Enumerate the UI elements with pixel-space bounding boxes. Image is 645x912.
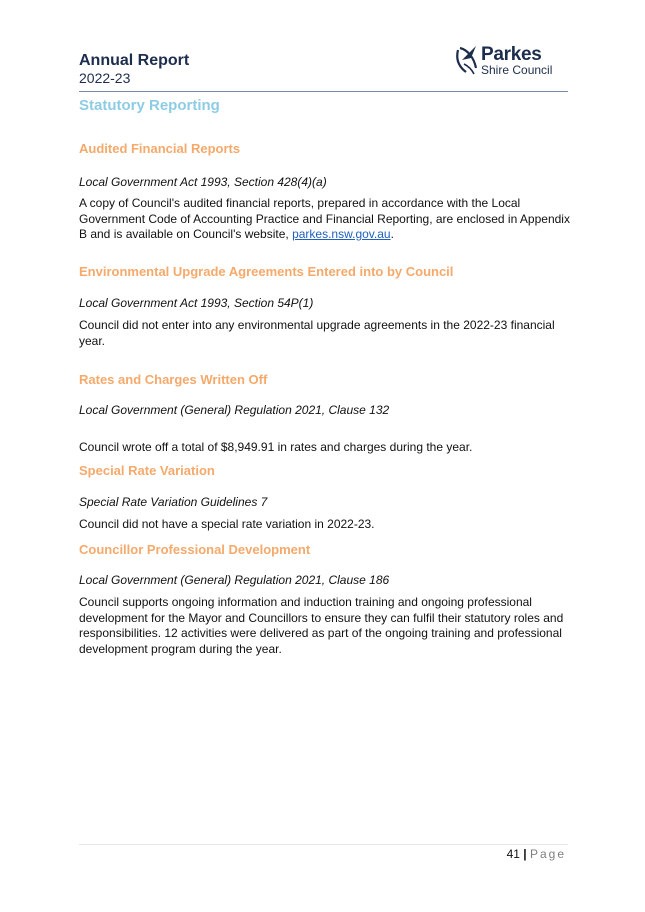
paragraph: Council supports ongoing information and induction training and ongoing professional development for the Mayor and Councillors to ensure they can fulfil their statutory roles and responsibilities. 12 activities were delivered as part of the ongoing training and professional development program during the year.: [79, 595, 564, 656]
citation: Local Government (General) Regulation 2021, Clause 132: [79, 403, 390, 417]
heading-special-rate-variation: Special Rate Variation: [79, 463, 215, 478]
paragraph-text: A copy of Council's audited financial reports, prepared in accordance with the Local Government Code of Accounting Practice and Financial Reporting, are enclosed in Appendix B and is available on Council's website,: [79, 196, 570, 241]
bird-logo-icon: [454, 42, 480, 76]
heading-councillor-professional-development: Councillor Professional Development: [79, 542, 311, 557]
page-header: [79, 40, 568, 92]
section-title: Statutory Reporting: [79, 97, 220, 114]
heading-audited-financial-reports: Audited Financial Reports: [79, 141, 241, 156]
logo-subtitle: Shire Council: [481, 63, 553, 77]
paragraph: [79, 196, 574, 243]
citation: Local Government Act 1993, Section 54P(1): [79, 296, 314, 310]
heading-rates-and-charges-written-off: Rates and Charges Written Off: [79, 372, 268, 387]
council-logo: [454, 40, 568, 80]
paragraph: Council did not enter into any environmental upgrade agreements in the 2022-23 financial year.: [79, 318, 555, 348]
paragraph: Council did not have a special rate variation in 2022-23.: [79, 517, 375, 531]
heading-environmental-upgrade-agreements: Environmental Upgrade Agreements Entered into by Council: [79, 264, 454, 279]
report-year: 2022-23: [79, 70, 131, 86]
council-website-link[interactable]: parkes.nsw.gov.au: [292, 227, 391, 241]
page-footer: [507, 847, 566, 861]
header-divider: [79, 91, 568, 92]
page-label: Page: [529, 847, 566, 861]
footer-separator: |: [523, 847, 527, 861]
citation: Local Government (General) Regulation 2021, Clause 186: [79, 573, 390, 587]
page-number: 41: [506, 847, 520, 861]
logo-name: Parkes: [481, 44, 542, 65]
paragraph: Council wrote off a total of $8,949.91 in rates and charges during the year.: [79, 440, 473, 454]
report-title: Annual Report: [79, 52, 190, 69]
footer-divider: [79, 844, 568, 845]
citation: Local Government Act 1993, Section 428(4)(a): [79, 175, 327, 189]
paragraph-suffix: .: [390, 227, 394, 241]
citation: Special Rate Variation Guidelines 7: [79, 495, 268, 509]
